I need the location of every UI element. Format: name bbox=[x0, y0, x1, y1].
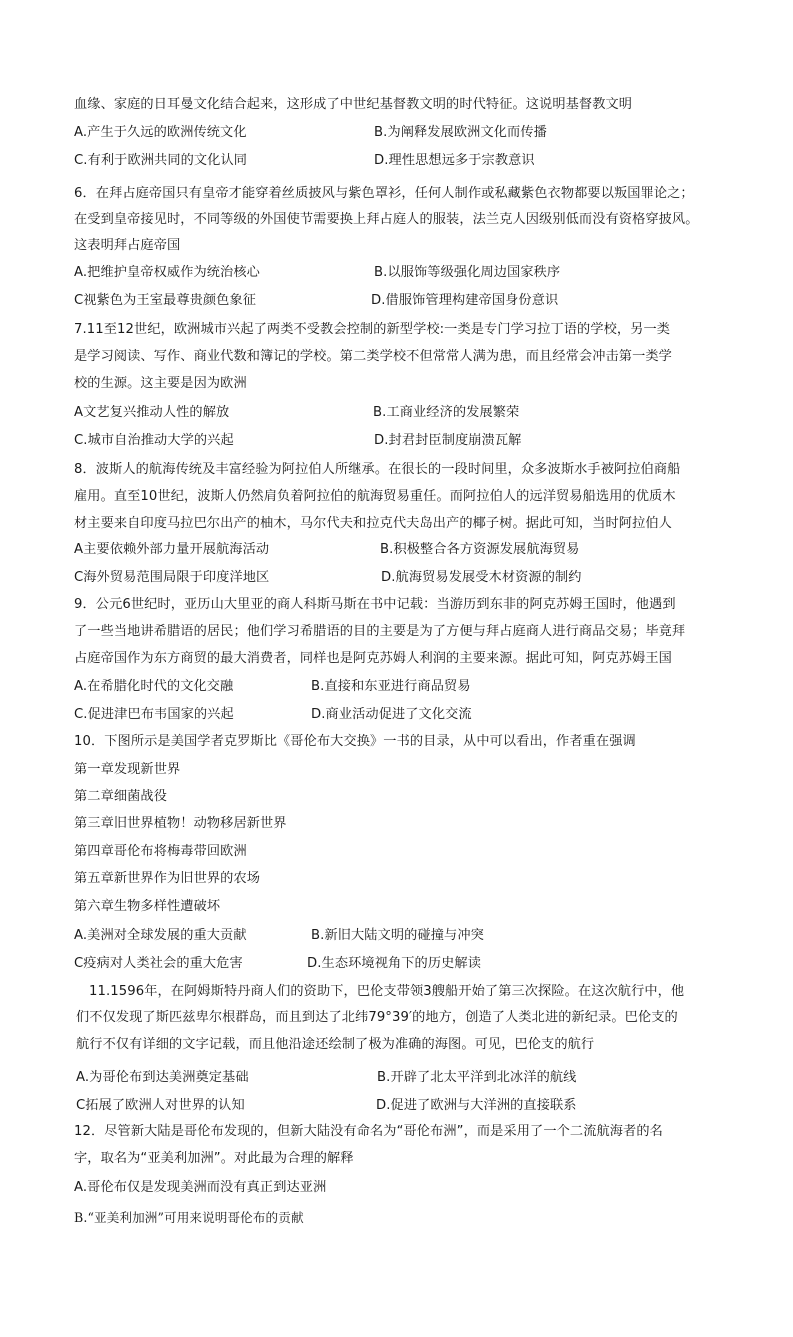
option-d: D.封君封臣制度崩溃瓦解 bbox=[374, 433, 522, 448]
option-a: A.产生于久远的欧洲传统文化 bbox=[74, 125, 247, 140]
option-b: B.新旧大陆文明的碰撞与冲突 bbox=[311, 928, 484, 943]
text-line: 航行不仅有详细的文字记载，而且他沿途还绘制了极为准确的海图。可见，巴伦支的航行 bbox=[76, 1037, 595, 1052]
toc-item: 第五章新世界作为旧世界的农场 bbox=[74, 871, 261, 886]
option-d: D.借服饰管理构建帝国身份意识 bbox=[371, 293, 559, 308]
option-b: B.直接和东亚进行商品贸易 bbox=[311, 679, 471, 694]
question-9: 9．公元6世纪时，亚历山大里亚的商人科斯马斯在书中记载：当游历到东非的阿克苏姆王国时，他遇到 bbox=[74, 597, 676, 612]
option-d: D.生态环境视角下的历史解读 bbox=[307, 956, 481, 971]
text-line: 雇用。直至10世纪，波斯人仍然肩负着阿拉伯的航海贸易重任。而阿拉伯人的远洋贸易船选用的优质木 bbox=[74, 489, 676, 504]
toc-item: 第四章哥伦布将梅毒带回欧洲 bbox=[74, 844, 247, 859]
toc-item: 第二章细菌战役 bbox=[74, 789, 168, 804]
toc-item: 第三章旧世界植物！动物移居新世界 bbox=[74, 816, 287, 831]
option-b: B.积极整合各方资源发展航海贸易 bbox=[380, 542, 580, 557]
option-c: C拓展了欧洲人对世界的认知 bbox=[76, 1098, 245, 1113]
option-a: A文艺复兴推动人性的解放 bbox=[74, 405, 230, 420]
option-a: A主要依赖外部力量开展航海活动 bbox=[74, 542, 270, 557]
text-line: 材主要来自印度马拉巴尔出产的柚木，马尔代夫和拉克代夫岛出产的椰子树。据此可知，当时阿拉伯人 bbox=[74, 516, 672, 531]
option-b: B.工商业经济的发展繁荣 bbox=[373, 405, 520, 420]
toc-item: 第六章生物多样性遭破坏 bbox=[74, 899, 221, 914]
toc-item: 第一章发现新世界 bbox=[74, 762, 181, 777]
text-line: 字，取名为“亚美利加洲”。对此最为合理的解释 bbox=[74, 1151, 354, 1166]
question-7: 7.11至12世纪，欧洲城市兴起了两类不受教会控制的新型学校:一类是专门学习拉丁语的学校，另一类 bbox=[74, 322, 671, 337]
option-c: C视紫色为王室最尊贵颜色象征 bbox=[74, 293, 257, 308]
question-12: 12．尽管新大陆是哥伦布发现的，但新大陆没有命名为“哥伦布洲”，而是采用了一个二流航海者的名 bbox=[74, 1124, 663, 1139]
question-11: 11.1596年，在阿姆斯特丹商人们的资助下，巴伦支带领3艘船开始了第三次探险。在这次航行中，他 bbox=[89, 984, 685, 999]
question-10: 10．下图所示是美国学者克罗斯比《哥伦布大交换》一书的目录，从中可以看出，作者重在强调 bbox=[74, 734, 636, 749]
option-a: A.在希腊化时代的文化交融 bbox=[74, 679, 234, 694]
text-line: 校的生源。这主要是因为欧洲 bbox=[74, 376, 247, 391]
option-a: A.把维护皇帝权威作为统治核心 bbox=[74, 265, 260, 280]
option-a: A.哥伦布仅是发现美洲而没有真正到达亚洲 bbox=[74, 1180, 327, 1195]
option-b: B.开辟了北太平洋到北冰洋的航线 bbox=[377, 1070, 577, 1085]
question-6: 6．在拜占庭帝国只有皇帝才能穿着丝质披风与紫色罩衫，任何人制作或私藏紫色衣物都要以叛国罪论之； bbox=[74, 186, 694, 201]
text-line: 了一些当地讲希腊语的居民；他们学习希腊语的目的主要是为了方便与拜占庭商人进行商品交易；毕竟拜 bbox=[74, 624, 686, 639]
option-b: B.“亚美利加洲”可用来说明哥伦布的贡献 bbox=[74, 1210, 304, 1225]
text-line: 这表明拜占庭帝国 bbox=[74, 238, 181, 253]
option-d: D.促进了欧洲与大洋洲的直接联系 bbox=[376, 1098, 577, 1113]
option-c: C疫病对人类社会的重大危害 bbox=[74, 956, 243, 971]
text-line: 们不仅发现了斯匹兹卑尔根群岛，而且到达了北纬79°39′的地方，创造了人类北进的新纪录。巴伦支的 bbox=[76, 1010, 678, 1025]
option-c: C.有利于欧洲共同的文化认同 bbox=[74, 153, 248, 168]
option-b: B.为阐释发展欧洲文化而传播 bbox=[374, 125, 547, 140]
text-line: 在受到皇帝接见时，不同等级的外国使节需要换上拜占庭人的服装，法兰克人因级别低而没有资格穿披风。 bbox=[74, 212, 699, 227]
option-c: C海外贸易范围局限于印度洋地区 bbox=[74, 570, 270, 585]
option-a: A.为哥伦布到达美洲奠定基础 bbox=[76, 1070, 249, 1085]
option-c: C.促进津巴布韦国家的兴起 bbox=[74, 707, 234, 722]
option-a: A.美洲对全球发展的重大贡献 bbox=[74, 928, 247, 943]
text-line: 是学习阅读、写作、商业代数和簿记的学校。第二类学校不但常常人满为患，而且经常会冲击第一类学 bbox=[74, 349, 672, 364]
option-d: D.航海贸易发展受木材资源的制约 bbox=[381, 570, 582, 585]
option-d: D.理性思想远多于宗教意识 bbox=[374, 153, 535, 168]
text-line: 血缘、家庭的日耳曼文化结合起来，这形成了中世纪基督教文明的时代特征。这说明基督教文明 bbox=[74, 97, 633, 112]
question-8: 8．波斯人的航海传统及丰富经验为阿拉伯人所继承。在很长的一段时间里，众多波斯水手被阿拉伯商船 bbox=[74, 462, 681, 477]
option-b: B.以服饰等级强化周边国家秩序 bbox=[374, 265, 561, 280]
text-line: 占庭帝国作为东方商贸的最大消费者，同样也是阿克苏姆人利润的主要来源。据此可知，阿克苏姆王国 bbox=[74, 651, 672, 666]
option-c: C.城市自治推动大学的兴起 bbox=[74, 433, 234, 448]
option-d: D.商业活动促进了文化交流 bbox=[311, 707, 472, 722]
